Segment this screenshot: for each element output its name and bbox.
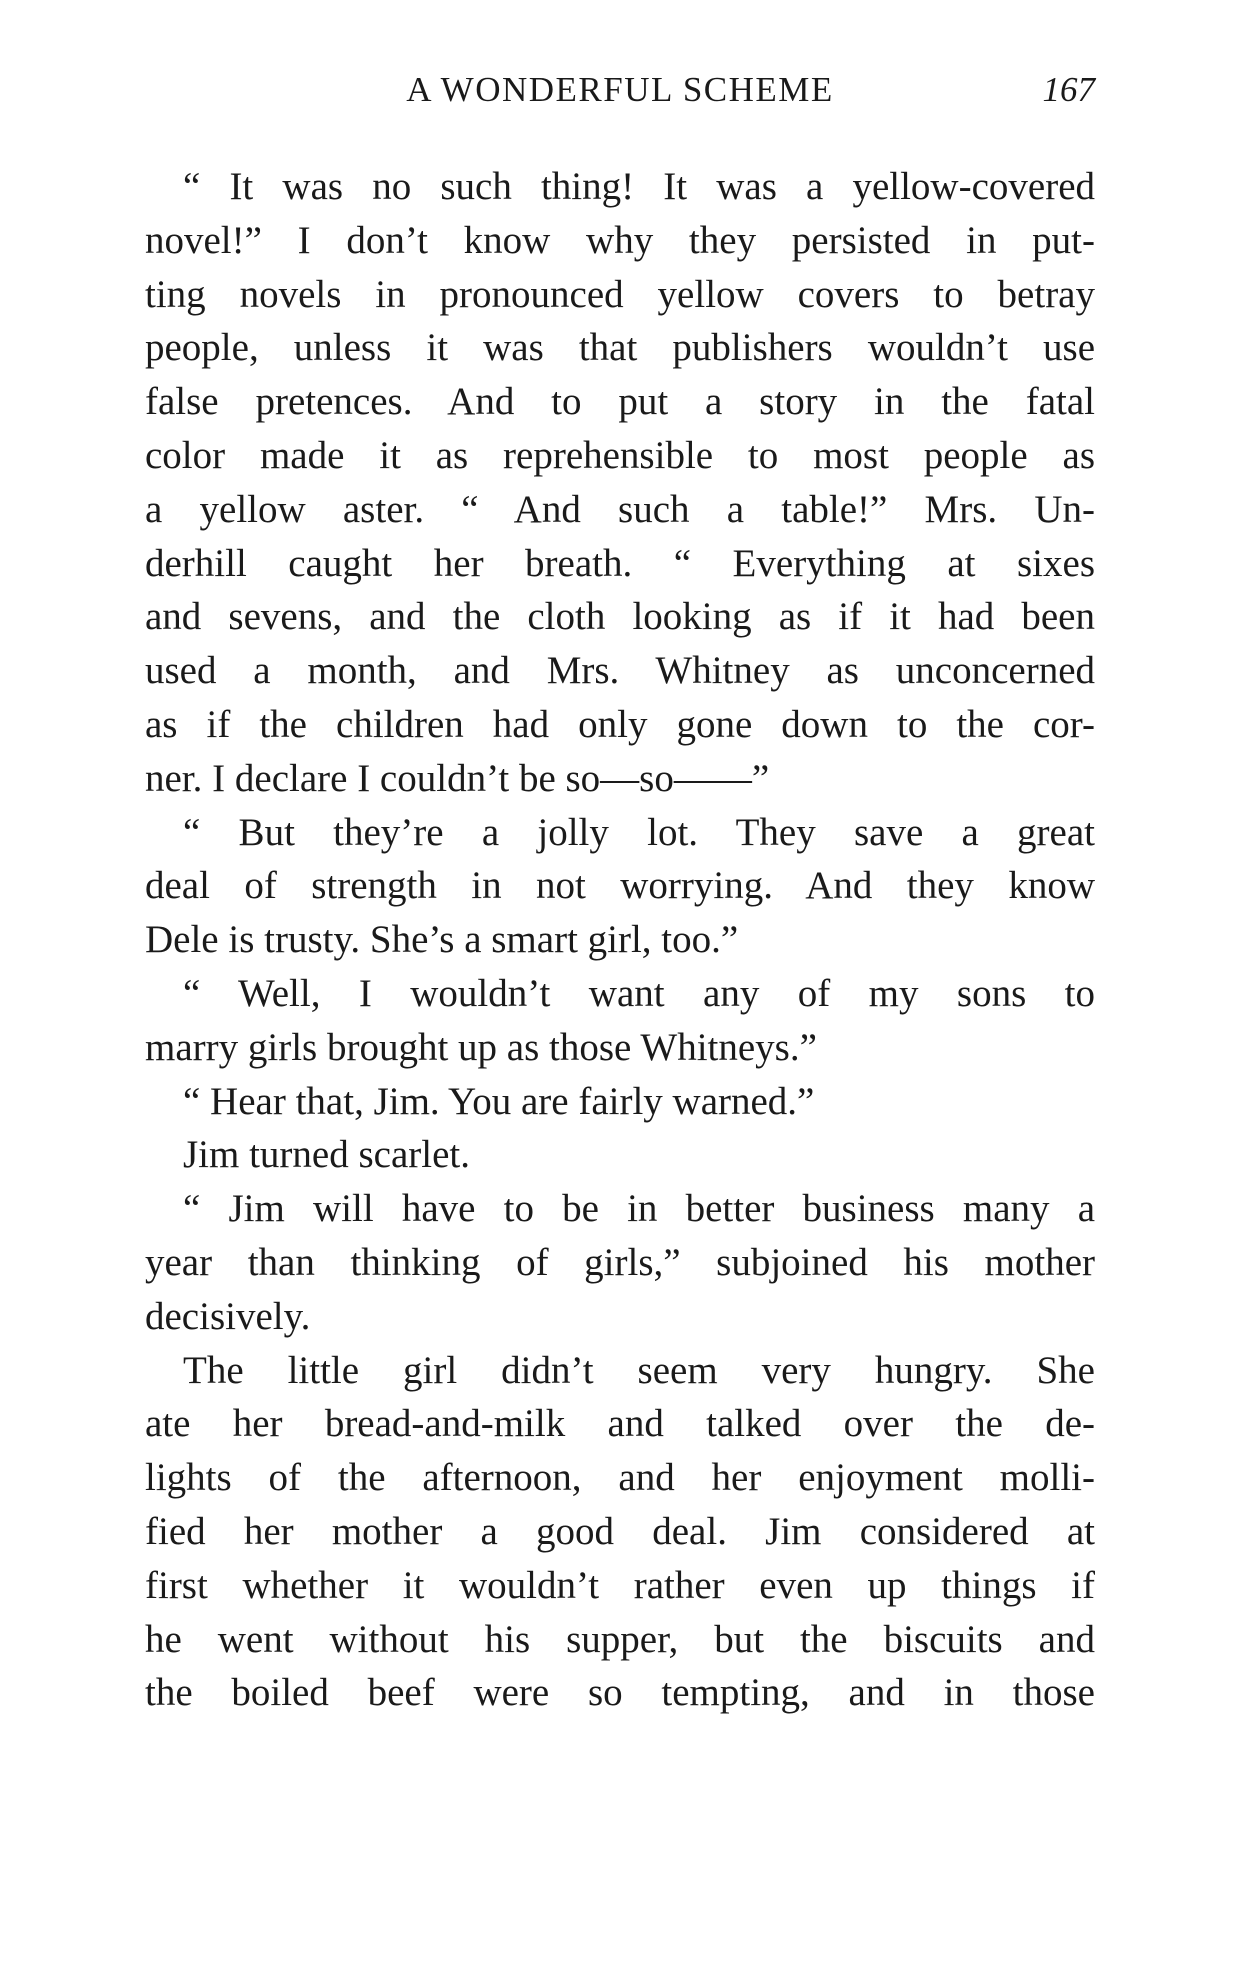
- text-line: false pretences. And to put a story in the fatal: [145, 380, 1095, 424]
- text-line: “ But they’re a jolly lot. They save a great: [183, 810, 1095, 854]
- text-line: ner. I declare I couldn’t be so—so——”: [145, 756, 770, 800]
- body-text: [145, 160, 1095, 1720]
- page-number: 167: [1042, 70, 1095, 109]
- text-line: derhill caught her breath. “ Everything at sixes: [145, 541, 1095, 585]
- text-line: color made it as reprehensible to most people as: [145, 433, 1095, 477]
- text-line: ate her bread-and-milk and talked over the de-: [145, 1402, 1095, 1446]
- text-line: deal of strength in not worrying. And they know: [145, 864, 1095, 908]
- running-title: A WONDERFUL SCHEME: [406, 70, 834, 109]
- text-line: The little girl didn’t seem very hungry. She: [183, 1348, 1095, 1392]
- text-line: Dele is trusty. She’s a smart girl, too.”: [145, 918, 739, 962]
- text-line: lights of the afternoon, and her enjoyment molli-: [145, 1456, 1095, 1500]
- text-line: decisively.: [145, 1294, 311, 1338]
- text-line: first whether it wouldn’t rather even up things if: [145, 1563, 1095, 1607]
- text-line: people, unless it was that publishers wouldn’t use: [145, 326, 1095, 370]
- text-line: year than thinking of girls,” subjoined his mother: [145, 1240, 1095, 1284]
- text-line: used a month, and Mrs. Whitney as unconcerned: [145, 649, 1095, 693]
- text-line: and sevens, and the cloth looking as if it had been: [145, 595, 1095, 639]
- text-line: he went without his supper, but the biscuits and: [145, 1617, 1095, 1661]
- text-line: the boiled beef were so tempting, and in those: [145, 1671, 1095, 1715]
- page-header: [145, 70, 1095, 120]
- text-line: a yellow aster. “ And such a table!” Mrs. Un-: [145, 487, 1095, 531]
- text-line: “ Well, I wouldn’t want any of my sons to: [183, 971, 1095, 1015]
- text-line: as if the children had only gone down to the cor-: [145, 702, 1095, 746]
- text-line: marry girls brought up as those Whitneys.”: [145, 1025, 817, 1069]
- text-line: “ Hear that, Jim. You are fairly warned.”: [183, 1079, 815, 1123]
- text-line: Jim turned scarlet.: [183, 1133, 470, 1177]
- text-line: “ It was no such thing! It was a yellow-covered: [183, 165, 1095, 208]
- text-line: ting novels in pronounced yellow covers to betray: [145, 272, 1095, 316]
- text-line: “ Jim will have to be in better business many a: [183, 1187, 1095, 1231]
- text-line: fied her mother a good deal. Jim considered at: [145, 1509, 1095, 1553]
- text-line: novel!” I don’t know why they persisted in put-: [145, 218, 1095, 262]
